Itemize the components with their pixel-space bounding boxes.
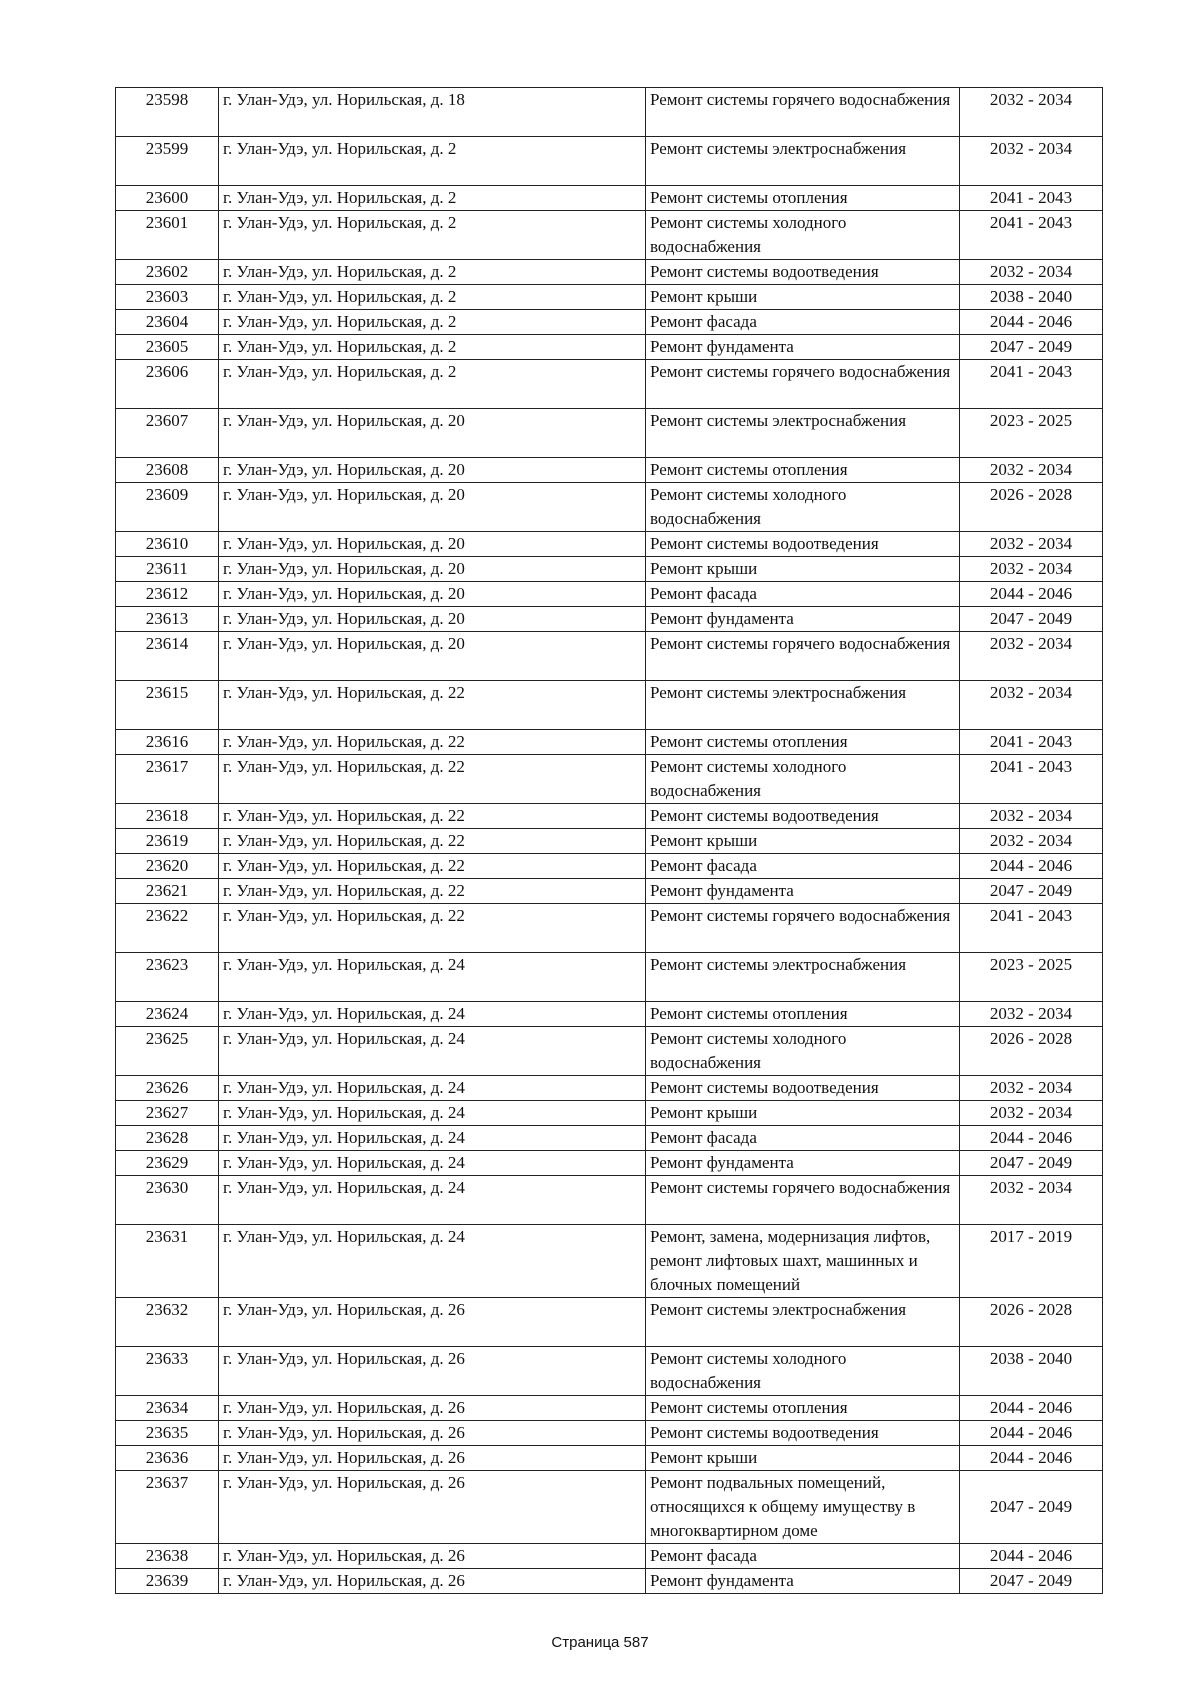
period-cell: 2044 - 2046	[960, 854, 1103, 879]
row-number-cell: 23635	[116, 1421, 219, 1446]
row-number-cell: 23619	[116, 829, 219, 854]
row-number-cell: 23599	[116, 137, 219, 186]
work-type-cell: Ремонт фундамента	[646, 607, 960, 632]
work-type-cell: Ремонт фасада	[646, 1126, 960, 1151]
table-row	[116, 335, 1103, 360]
repair-schedule-table	[115, 87, 1103, 1594]
table-row	[116, 582, 1103, 607]
work-type-cell: Ремонт системы водоотведения	[646, 532, 960, 557]
table-row	[116, 681, 1103, 730]
address-cell: г. Улан-Удэ, ул. Норильская, д. 26	[219, 1298, 646, 1347]
address-cell: г. Улан-Удэ, ул. Норильская, д. 26	[219, 1421, 646, 1446]
row-number-cell: 23626	[116, 1076, 219, 1101]
table-body	[116, 88, 1103, 1594]
row-number-cell: 23630	[116, 1176, 219, 1225]
row-number-cell: 23616	[116, 730, 219, 755]
table-row	[116, 1421, 1103, 1446]
period-cell: 2023 - 2025	[960, 409, 1103, 458]
address-cell: г. Улан-Удэ, ул. Норильская, д. 24	[219, 1151, 646, 1176]
row-number-cell: 23638	[116, 1544, 219, 1569]
address-cell: г. Улан-Удэ, ул. Норильская, д. 20	[219, 582, 646, 607]
row-number-cell: 23618	[116, 804, 219, 829]
work-type-cell: Ремонт системы отопления	[646, 730, 960, 755]
address-cell: г. Улан-Удэ, ул. Норильская, д. 26	[219, 1471, 646, 1544]
row-number-cell: 23631	[116, 1225, 219, 1298]
table-row	[116, 1347, 1103, 1396]
work-type-cell: Ремонт системы холодного водоснабжения	[646, 755, 960, 804]
period-cell: 2032 - 2034	[960, 804, 1103, 829]
work-type-cell: Ремонт системы горячего водоснабжения	[646, 904, 960, 953]
work-type-cell: Ремонт системы водоотведения	[646, 260, 960, 285]
row-number-cell: 23598	[116, 88, 219, 137]
row-number-cell: 23601	[116, 211, 219, 260]
address-cell: г. Улан-Удэ, ул. Норильская, д. 2	[219, 260, 646, 285]
work-type-cell: Ремонт системы водоотведения	[646, 1421, 960, 1446]
address-cell: г. Улан-Удэ, ул. Норильская, д. 24	[219, 1176, 646, 1225]
address-cell: г. Улан-Удэ, ул. Норильская, д. 2	[219, 310, 646, 335]
table-row	[116, 211, 1103, 260]
address-cell: г. Улан-Удэ, ул. Норильская, д. 20	[219, 557, 646, 582]
row-number-cell: 23603	[116, 285, 219, 310]
work-type-cell: Ремонт системы отопления	[646, 1002, 960, 1027]
period-cell: 2041 - 2043	[960, 904, 1103, 953]
period-cell: 2044 - 2046	[960, 310, 1103, 335]
work-type-cell: Ремонт фундамента	[646, 879, 960, 904]
table-row	[116, 409, 1103, 458]
period-cell: 2032 - 2034	[960, 260, 1103, 285]
row-number-cell: 23632	[116, 1298, 219, 1347]
row-number-cell: 23605	[116, 335, 219, 360]
address-cell: г. Улан-Удэ, ул. Норильская, д. 2	[219, 335, 646, 360]
address-cell: г. Улан-Удэ, ул. Норильская, д. 24	[219, 1076, 646, 1101]
address-cell: г. Улан-Удэ, ул. Норильская, д. 22	[219, 804, 646, 829]
work-type-cell: Ремонт системы отопления	[646, 1396, 960, 1421]
address-cell: г. Улан-Удэ, ул. Норильская, д. 22	[219, 755, 646, 804]
work-type-cell: Ремонт крыши	[646, 285, 960, 310]
table-row	[116, 1151, 1103, 1176]
address-cell: г. Улан-Удэ, ул. Норильская, д. 20	[219, 483, 646, 532]
row-number-cell: 23607	[116, 409, 219, 458]
period-cell: 2044 - 2046	[960, 1544, 1103, 1569]
period-cell: 2026 - 2028	[960, 1027, 1103, 1076]
row-number-cell: 23623	[116, 953, 219, 1002]
period-cell: 2032 - 2034	[960, 1002, 1103, 1027]
address-cell: г. Улан-Удэ, ул. Норильская, д. 26	[219, 1569, 646, 1594]
table-row	[116, 1298, 1103, 1347]
work-type-cell: Ремонт системы водоотведения	[646, 804, 960, 829]
period-cell: 2047 - 2049	[960, 607, 1103, 632]
row-number-cell: 23602	[116, 260, 219, 285]
period-cell: 2047 - 2049	[960, 1569, 1103, 1594]
work-type-cell: Ремонт фундамента	[646, 1569, 960, 1594]
period-cell: 2047 - 2049	[960, 1471, 1103, 1544]
period-cell: 2032 - 2034	[960, 829, 1103, 854]
table-row	[116, 137, 1103, 186]
address-cell: г. Улан-Удэ, ул. Норильская, д. 26	[219, 1347, 646, 1396]
address-cell: г. Улан-Удэ, ул. Норильская, д. 24	[219, 1027, 646, 1076]
address-cell: г. Улан-Удэ, ул. Норильская, д. 20	[219, 458, 646, 483]
period-cell: 2032 - 2034	[960, 1101, 1103, 1126]
period-cell: 2038 - 2040	[960, 1347, 1103, 1396]
address-cell: г. Улан-Удэ, ул. Норильская, д. 26	[219, 1544, 646, 1569]
address-cell: г. Улан-Удэ, ул. Норильская, д. 24	[219, 953, 646, 1002]
period-cell: 2023 - 2025	[960, 953, 1103, 1002]
row-number-cell: 23600	[116, 186, 219, 211]
table-row	[116, 1544, 1103, 1569]
work-type-cell: Ремонт фасада	[646, 854, 960, 879]
table-row	[116, 310, 1103, 335]
row-number-cell: 23606	[116, 360, 219, 409]
address-cell: г. Улан-Удэ, ул. Норильская, д. 20	[219, 532, 646, 557]
table-row	[116, 532, 1103, 557]
address-cell: г. Улан-Удэ, ул. Норильская, д. 20	[219, 409, 646, 458]
work-type-cell: Ремонт системы горячего водоснабжения	[646, 1176, 960, 1225]
period-cell: 2041 - 2043	[960, 755, 1103, 804]
row-number-cell: 23625	[116, 1027, 219, 1076]
address-cell: г. Улан-Удэ, ул. Норильская, д. 24	[219, 1225, 646, 1298]
table-row	[116, 1101, 1103, 1126]
table-row	[116, 904, 1103, 953]
table-row	[116, 879, 1103, 904]
row-number-cell: 23624	[116, 1002, 219, 1027]
row-number-cell: 23628	[116, 1126, 219, 1151]
period-cell: 2032 - 2034	[960, 1076, 1103, 1101]
address-cell: г. Улан-Удэ, ул. Норильская, д. 22	[219, 879, 646, 904]
period-cell: 2047 - 2049	[960, 879, 1103, 904]
table-row	[116, 1126, 1103, 1151]
table-row	[116, 557, 1103, 582]
address-cell: г. Улан-Удэ, ул. Норильская, д. 24	[219, 1126, 646, 1151]
row-number-cell: 23629	[116, 1151, 219, 1176]
work-type-cell: Ремонт системы отопления	[646, 458, 960, 483]
table-row	[116, 88, 1103, 137]
address-cell: г. Улан-Удэ, ул. Норильская, д. 2	[219, 285, 646, 310]
period-cell: 2044 - 2046	[960, 1421, 1103, 1446]
period-cell: 2047 - 2049	[960, 335, 1103, 360]
row-number-cell: 23627	[116, 1101, 219, 1126]
table-row	[116, 1569, 1103, 1594]
period-cell: 2032 - 2034	[960, 681, 1103, 730]
period-cell: 2032 - 2034	[960, 632, 1103, 681]
work-type-cell: Ремонт системы электроснабжения	[646, 1298, 960, 1347]
row-number-cell: 23634	[116, 1396, 219, 1421]
address-cell: г. Улан-Удэ, ул. Норильская, д. 24	[219, 1101, 646, 1126]
work-type-cell: Ремонт системы холодного водоснабжения	[646, 1027, 960, 1076]
work-type-cell: Ремонт системы электроснабжения	[646, 953, 960, 1002]
period-cell: 2047 - 2049	[960, 1151, 1103, 1176]
address-cell: г. Улан-Удэ, ул. Норильская, д. 2	[219, 360, 646, 409]
table-row	[116, 829, 1103, 854]
address-cell: г. Улан-Удэ, ул. Норильская, д. 20	[219, 607, 646, 632]
table-row	[116, 1471, 1103, 1544]
table-row	[116, 953, 1103, 1002]
period-cell: 2044 - 2046	[960, 1126, 1103, 1151]
period-cell: 2041 - 2043	[960, 211, 1103, 260]
row-number-cell: 23621	[116, 879, 219, 904]
row-number-cell: 23610	[116, 532, 219, 557]
row-number-cell: 23609	[116, 483, 219, 532]
work-type-cell: Ремонт системы горячего водоснабжения	[646, 632, 960, 681]
table-row	[116, 1176, 1103, 1225]
row-number-cell: 23611	[116, 557, 219, 582]
table-row	[116, 360, 1103, 409]
work-type-cell: Ремонт фасада	[646, 310, 960, 335]
table-row	[116, 1225, 1103, 1298]
period-cell: 2038 - 2040	[960, 285, 1103, 310]
table-row	[116, 607, 1103, 632]
period-cell: 2044 - 2046	[960, 1396, 1103, 1421]
work-type-cell: Ремонт крыши	[646, 829, 960, 854]
row-number-cell: 23614	[116, 632, 219, 681]
address-cell: г. Улан-Удэ, ул. Норильская, д. 2	[219, 186, 646, 211]
period-cell: 2032 - 2034	[960, 458, 1103, 483]
work-type-cell: Ремонт системы горячего водоснабжения	[646, 88, 960, 137]
table-row	[116, 1027, 1103, 1076]
work-type-cell: Ремонт, замена, модернизация лифтов, ремонт лифтовых шахт, машинных и блочных помещений	[646, 1225, 960, 1298]
address-cell: г. Улан-Удэ, ул. Норильская, д. 22	[219, 904, 646, 953]
period-cell: 2044 - 2046	[960, 1446, 1103, 1471]
period-cell: 2026 - 2028	[960, 1298, 1103, 1347]
period-cell: 2032 - 2034	[960, 532, 1103, 557]
work-type-cell: Ремонт фасада	[646, 1544, 960, 1569]
address-cell: г. Улан-Удэ, ул. Норильская, д. 2	[219, 211, 646, 260]
row-number-cell: 23620	[116, 854, 219, 879]
address-cell: г. Улан-Удэ, ул. Норильская, д. 2	[219, 137, 646, 186]
work-type-cell: Ремонт системы электроснабжения	[646, 137, 960, 186]
work-type-cell: Ремонт системы горячего водоснабжения	[646, 360, 960, 409]
period-cell: 2032 - 2034	[960, 1176, 1103, 1225]
table-row	[116, 285, 1103, 310]
address-cell: г. Улан-Удэ, ул. Норильская, д. 22	[219, 730, 646, 755]
table-row	[116, 632, 1103, 681]
period-cell: 2044 - 2046	[960, 582, 1103, 607]
period-cell: 2026 - 2028	[960, 483, 1103, 532]
work-type-cell: Ремонт крыши	[646, 1446, 960, 1471]
table-row	[116, 458, 1103, 483]
address-cell: г. Улан-Удэ, ул. Норильская, д. 26	[219, 1396, 646, 1421]
address-cell: г. Улан-Удэ, ул. Норильская, д. 22	[219, 829, 646, 854]
row-number-cell: 23639	[116, 1569, 219, 1594]
page-number: Страница 587	[551, 1634, 649, 1651]
work-type-cell: Ремонт фасада	[646, 582, 960, 607]
table-row	[116, 483, 1103, 532]
work-type-cell: Ремонт системы отопления	[646, 186, 960, 211]
row-number-cell: 23617	[116, 755, 219, 804]
work-type-cell: Ремонт фундамента	[646, 335, 960, 360]
period-cell: 2017 - 2019	[960, 1225, 1103, 1298]
row-number-cell: 23637	[116, 1471, 219, 1544]
row-number-cell: 23622	[116, 904, 219, 953]
work-type-cell: Ремонт системы холодного водоснабжения	[646, 211, 960, 260]
work-type-cell: Ремонт системы холодного водоснабжения	[646, 483, 960, 532]
row-number-cell: 23613	[116, 607, 219, 632]
work-type-cell: Ремонт подвальных помещений, относящихся к общему имуществу в многоквартирном доме	[646, 1471, 960, 1544]
period-cell: 2032 - 2034	[960, 137, 1103, 186]
table-row	[116, 260, 1103, 285]
row-number-cell: 23604	[116, 310, 219, 335]
address-cell: г. Улан-Удэ, ул. Норильская, д. 18	[219, 88, 646, 137]
period-cell: 2041 - 2043	[960, 186, 1103, 211]
work-type-cell: Ремонт крыши	[646, 557, 960, 582]
row-number-cell: 23636	[116, 1446, 219, 1471]
address-cell: г. Улан-Удэ, ул. Норильская, д. 24	[219, 1002, 646, 1027]
work-type-cell: Ремонт крыши	[646, 1101, 960, 1126]
table-row	[116, 755, 1103, 804]
work-type-cell: Ремонт системы электроснабжения	[646, 409, 960, 458]
table-row	[116, 854, 1103, 879]
table-row	[116, 804, 1103, 829]
period-cell: 2032 - 2034	[960, 557, 1103, 582]
work-type-cell: Ремонт системы электроснабжения	[646, 681, 960, 730]
table-row	[116, 1076, 1103, 1101]
table-row	[116, 186, 1103, 211]
table-row	[116, 1396, 1103, 1421]
period-cell: 2032 - 2034	[960, 88, 1103, 137]
period-cell: 2041 - 2043	[960, 730, 1103, 755]
address-cell: г. Улан-Удэ, ул. Норильская, д. 22	[219, 854, 646, 879]
work-type-cell: Ремонт системы холодного водоснабжения	[646, 1347, 960, 1396]
table-row	[116, 730, 1103, 755]
row-number-cell: 23608	[116, 458, 219, 483]
table-row	[116, 1002, 1103, 1027]
row-number-cell: 23612	[116, 582, 219, 607]
table-row	[116, 1446, 1103, 1471]
row-number-cell: 23633	[116, 1347, 219, 1396]
row-number-cell: 23615	[116, 681, 219, 730]
address-cell: г. Улан-Удэ, ул. Норильская, д. 22	[219, 681, 646, 730]
period-cell: 2041 - 2043	[960, 360, 1103, 409]
work-type-cell: Ремонт системы водоотведения	[646, 1076, 960, 1101]
address-cell: г. Улан-Удэ, ул. Норильская, д. 20	[219, 632, 646, 681]
address-cell: г. Улан-Удэ, ул. Норильская, д. 26	[219, 1446, 646, 1471]
work-type-cell: Ремонт фундамента	[646, 1151, 960, 1176]
